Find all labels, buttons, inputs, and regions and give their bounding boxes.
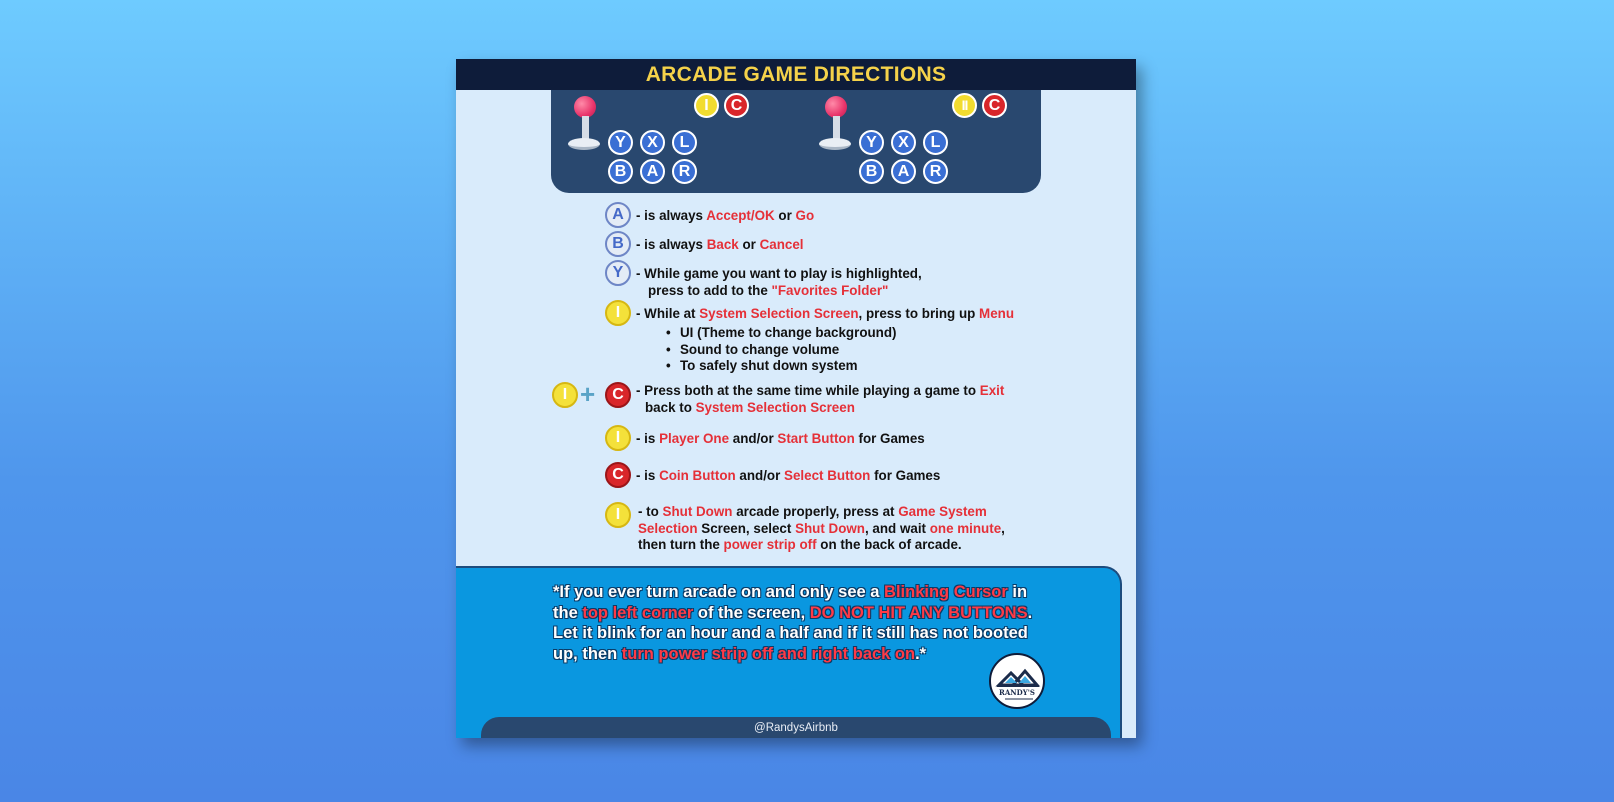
y-button-p1: Y [608,130,633,155]
y-button-p2: Y [859,130,884,155]
l-button-p2: L [923,130,948,155]
instruction-y: - While game you want to play is highlighted, press to add to the "Favorites Folder" [636,266,922,298]
joystick-icon [817,96,853,162]
start-button-icon: I [552,382,578,408]
start-button-icon: I [605,425,631,451]
menu-options-list [666,325,897,375]
instruction-menu: - While at System Selection Screen, press to bring up Menu [636,306,1015,321]
list-item: • To safely shut down system [666,358,897,375]
instruction-b: - is always Back or Cancel [636,237,804,252]
r-button-p1: R [672,159,697,184]
footer-handle: @RandysAirbnb [481,717,1111,738]
b-button-p2: B [859,159,884,184]
randys-logo [989,653,1045,709]
a-button-p1: A [640,159,665,184]
arcade-directions-sheet [456,59,1136,738]
list-item: • UI (Theme to change background) [666,325,897,342]
start-button-icon: I [605,300,631,326]
instruction-start: - is Player One and/or Start Button for Games [636,431,925,446]
warning-text: *If you ever turn arcade on and only see a Blinking Cursor in the top left corner of the screen, DO NOT HIT ANY BUTTONS. Let it blink for an hour and a half and if it still has not booted up, then turn power strip off and right back on.* [553,583,1033,663]
l-button-p1: L [672,130,697,155]
coin-button-p2: C [982,93,1007,118]
controller-panel [551,90,1041,193]
a-button-p2: A [891,159,916,184]
instruction-coin: - is Coin Button and/or Select Button for Games [636,468,941,483]
b-button-p1: B [608,159,633,184]
start-button-p2: II [952,93,977,118]
x-button-p2: X [891,130,916,155]
coin-button-p1: C [724,93,749,118]
page-title: ARCADE GAME DIRECTIONS [456,59,1136,90]
x-button-p1: X [640,130,665,155]
plus-icon: + [580,379,596,409]
a-button-icon: A [605,202,631,228]
start-button-p1: I [694,93,719,118]
instruction-a: - is always Accept/OK or Go [636,208,815,223]
joystick-icon [566,96,602,162]
r-button-p2: R [923,159,948,184]
warning-box [456,566,1122,738]
instruction-exit: - Press both at the same time while playing a game to Exit back to System Selection Screen [636,383,1005,415]
logo-text: RANDY'S [999,688,1035,697]
start-button-icon: I [605,502,631,528]
b-button-icon: B [605,231,631,257]
coin-button-icon: C [605,382,631,408]
y-button-icon: Y [605,260,631,286]
coin-button-icon: C [605,462,631,488]
instruction-shutdown: - to Shut Down arcade properly, press at Game System Selection Screen, select Shut Down, and wait one minute, then turn the power strip off on the back of arcade. [638,504,1005,552]
list-item: • Sound to change volume [666,342,897,359]
